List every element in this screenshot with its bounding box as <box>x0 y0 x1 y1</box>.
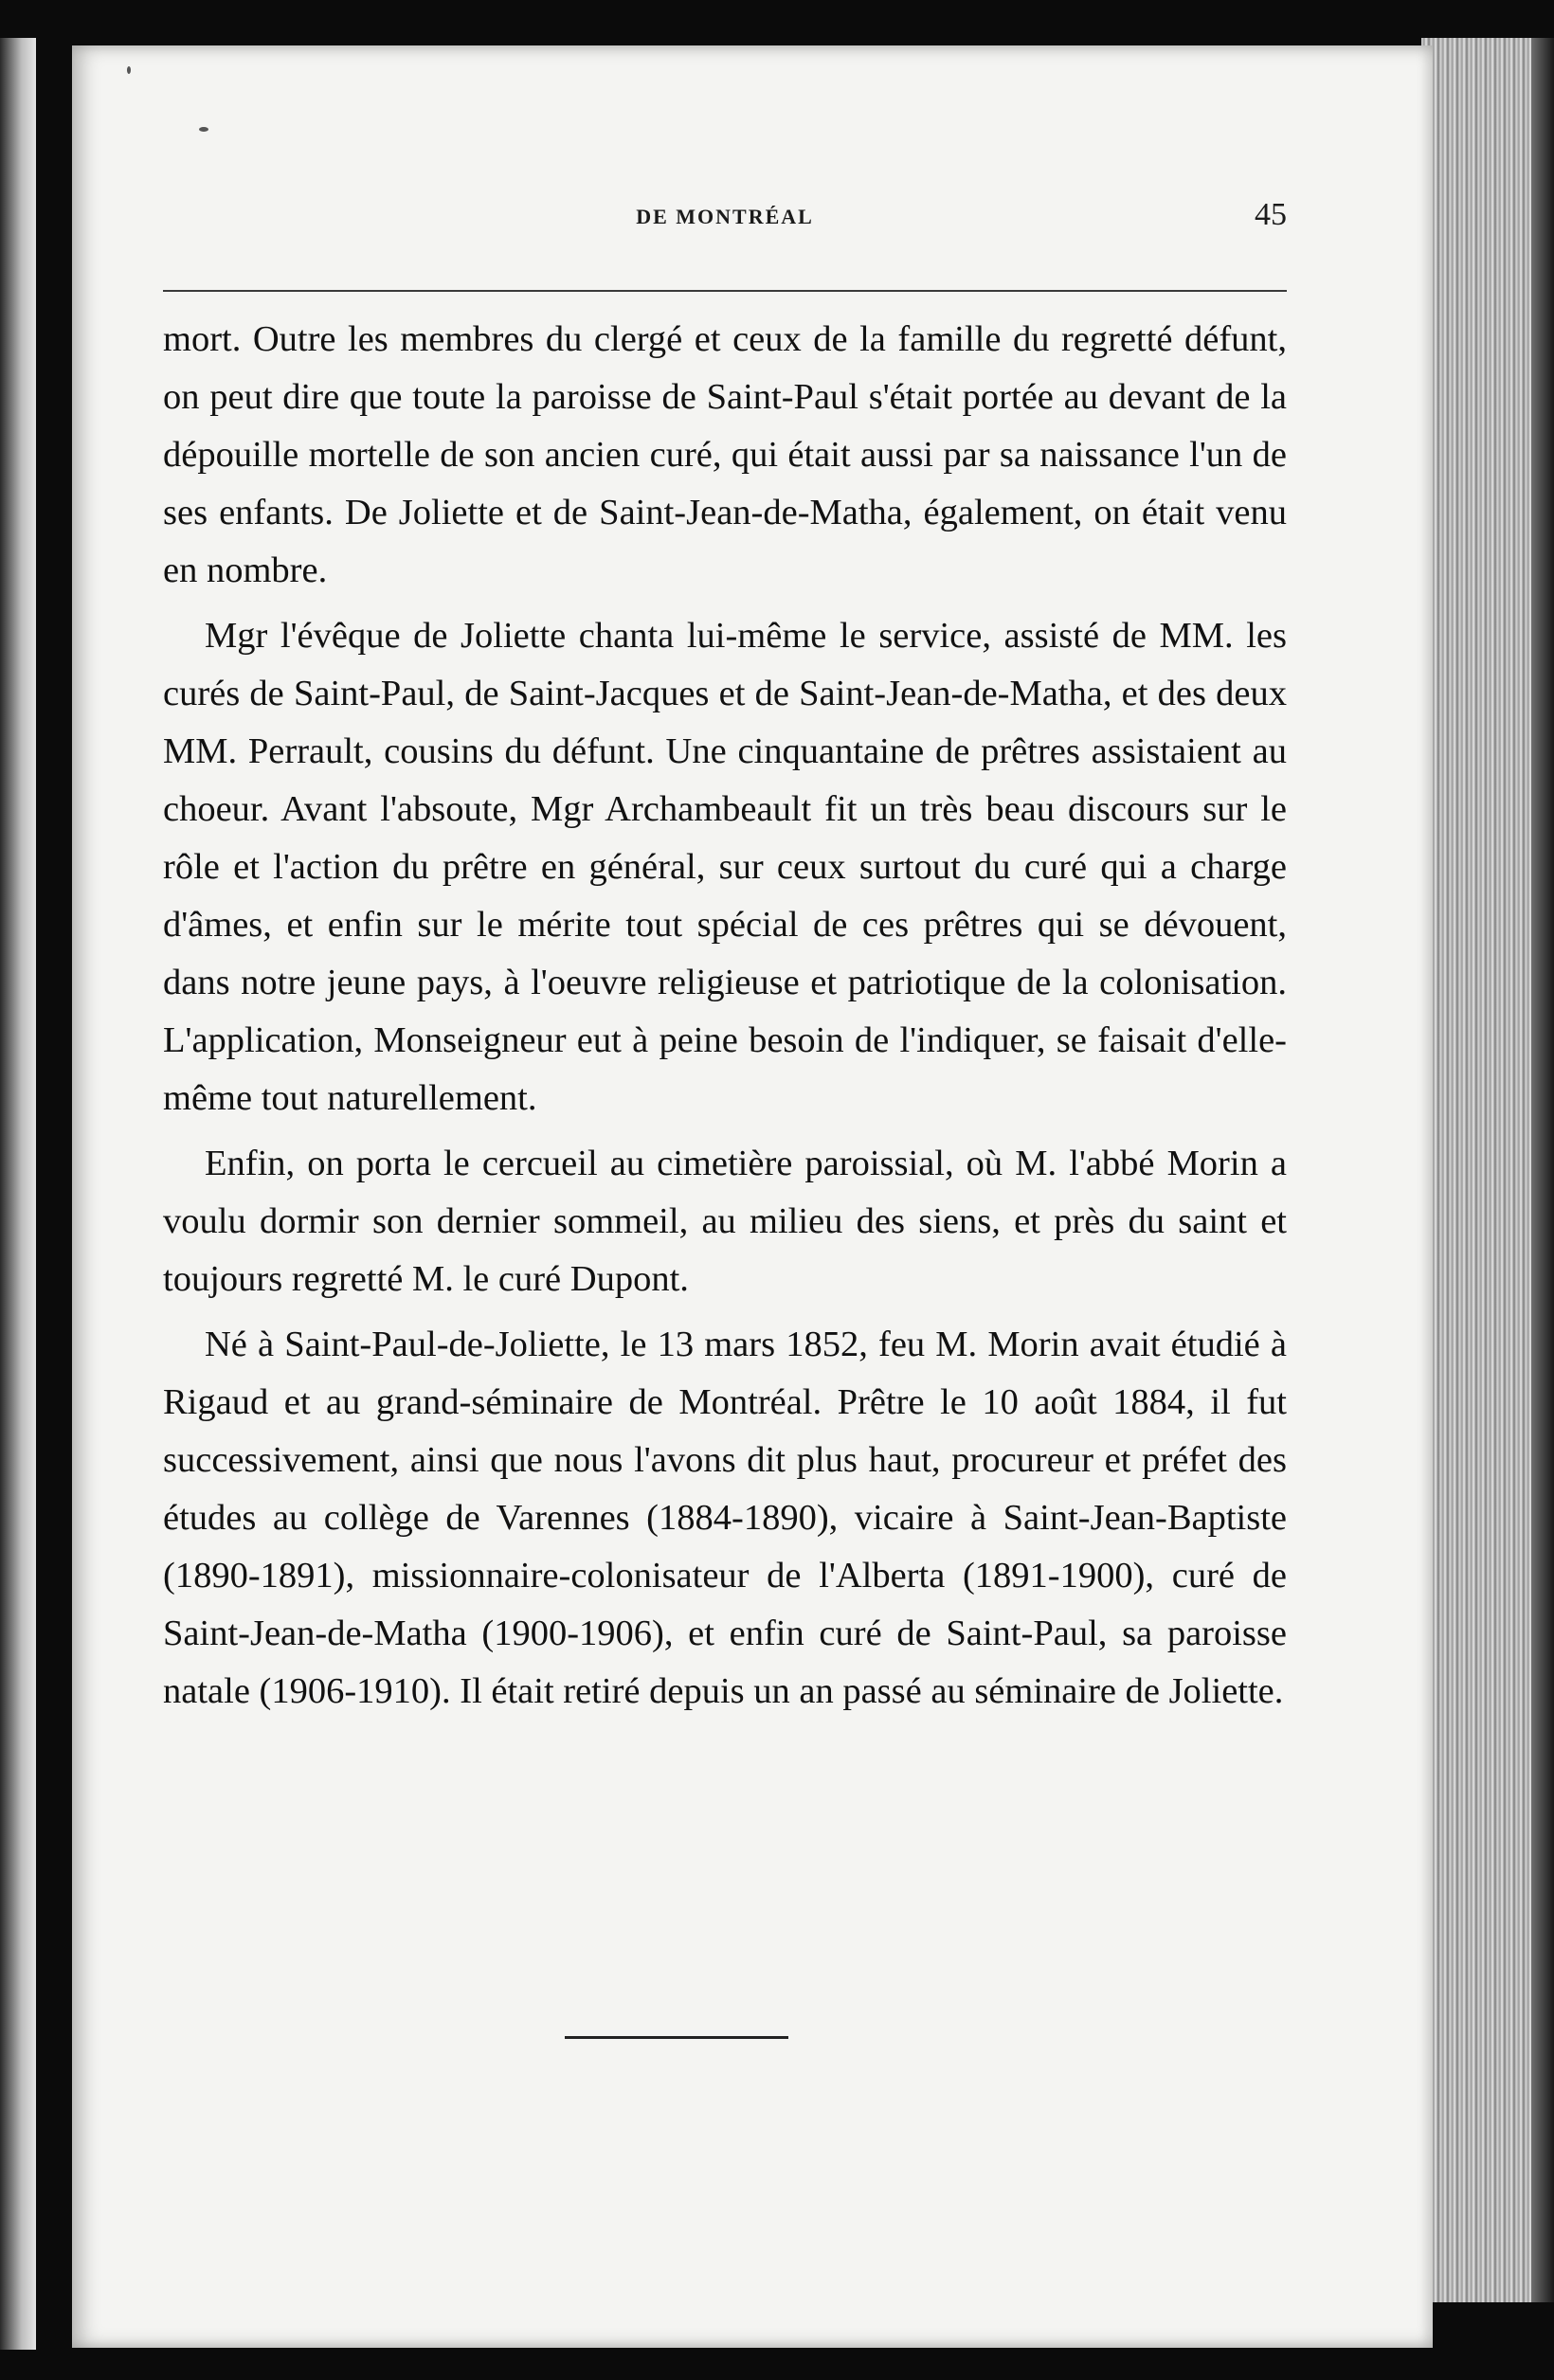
running-title: DE MONTRÉAL <box>636 205 814 228</box>
header-rule <box>163 290 1287 292</box>
paragraph: Enfin, on porta le cercueil au cimetière paroissial, où M. l'abbé Morin a voulu dormir son dernier sommeil, au milieu des siens, et près du saint et toujours regretté M. le curé Dupont. <box>163 1144 1287 1299</box>
body-text <box>163 311 1287 1728</box>
ink-speck <box>127 66 131 74</box>
ink-speck <box>199 127 208 132</box>
previous-page-edge <box>0 38 36 2350</box>
running-head <box>163 197 1287 254</box>
section-end-rule <box>565 2036 788 2039</box>
paragraph: Mgr l'évêque de Joliette chanta lui-même le service, assisté de MM. les curés de Saint-Paul, de Saint-Jacques et de Saint-Jean-de-Matha, et des deux MM. Perrault, cousins du défunt. Une cinquantaine de prêtres assistaient au choeur. Avant l'absoute, Mgr Archambeault fit un très beau discours sur le rôle et l'action du prêtre en général, sur ceux surtout du curé qui a charge d'âmes, et enfin sur le mérite tout spécial de ces prêtres qui se dévouent, dans notre jeune pays, à l'oeuvre religieuse et patriotique de la colonisation. L'application, Monseigneur eut à peine besoin de l'indiquer, se faisait d'elle-même tout naturellement. <box>163 616 1287 1118</box>
page-stack-edges <box>1421 38 1554 2302</box>
paragraph: Né à Saint-Paul-de-Joliette, le 13 mars 1852, feu M. Morin avait étudié à Rigaud et au grand-séminaire de Montréal. Prêtre le 10 août 1884, il fut successivement, ainsi que nous l'avons dit plus haut, procureur et préfet des études au collège de Varennes (1884-1890), vicaire à Saint-Jean-Baptiste (1890-1891), missionnaire-colonisateur de l'Alberta (1891-1900), curé de Saint-Jean-de-Matha (1900-1906), et enfin curé de Saint-Paul, sa paroisse natale (1906-1910). Il était retiré depuis un an passé au séminaire de Joliette. <box>163 1325 1287 1711</box>
book-page <box>72 45 1433 2348</box>
page-number: 45 <box>1255 197 1287 232</box>
paragraph: mort. Outre les membres du clergé et ceux de la famille du regretté défunt, on peut dire que toute la paroisse de Saint-Paul s'était portée au devant de la dépouille mortelle de son ancien curé, qui était aussi par sa naissance l'un de ses enfants. De Joliette et de Saint-Jean-de-Matha, également, on était venu en nombre. <box>163 319 1287 590</box>
